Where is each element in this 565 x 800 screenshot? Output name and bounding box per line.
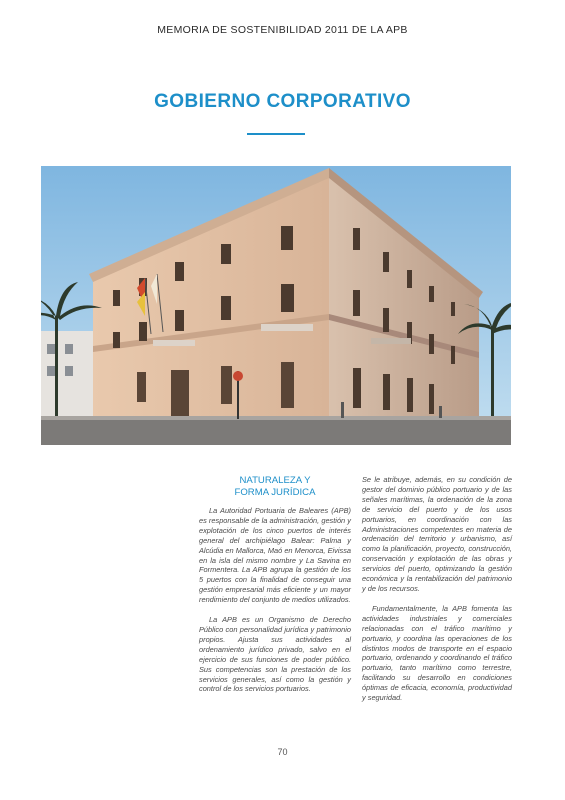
section-heading-line1: NATURALEZA Y bbox=[239, 475, 311, 486]
section-heading-line2: FORMA JURÍDICA bbox=[234, 487, 316, 498]
page-title: GOBIERNO CORPORATIVO bbox=[154, 91, 411, 112]
column-left bbox=[199, 475, 351, 694]
building-photo bbox=[41, 166, 511, 445]
paragraph-1: La Autoridad Portuaria de Baleares (APB) es responsable de la administración, gestión y explotación de los cinco puertos de interés general del archipiélago Balear: Palma y Alcúdia en Mallorca, Maó en Menorca, Eivissa en la isla del mismo nombre y La Savina en Formentera. La APB agrupa la gestión de los 5 puertos con la finalidad de conseguir una gestión empresarial más eficiente y un mayor rendimiento del conjunto de medios utilizados. bbox=[199, 506, 351, 605]
paragraph-2: La APB es un Organismo de Derecho Público con personalidad jurídica y patrimonio propios. Ajusta sus actividades al ordenamiento jurídico privado, salvo en el ejercicio de sus funciones de poder público. Sus competencias son la prestación de los servicios generales, así como la gestión y control de los servicios portuarios. bbox=[199, 615, 351, 694]
column-right bbox=[362, 475, 512, 703]
page-number: 70 bbox=[277, 747, 288, 757]
title-underline bbox=[247, 133, 305, 135]
running-header: MEMORIA DE SOSTENIBILIDAD 2011 DE LA APB bbox=[157, 24, 408, 36]
paragraph-4: Fundamentalmente, la APB fomenta las actividades industriales y comerciales relacionadas con el tráfico marítimo y portuario, y coordina las operaciones de los distintos modos de transporte en el espacio portuario, ordenando y coordinando el tráfico portuario, tanto marítimo como terrestre, facilitando su desarrollo en condiciones óptimas de eficacia, economía, productividad y seguridad. bbox=[362, 603, 512, 703]
section-heading bbox=[199, 475, 351, 499]
paragraph-3: Se le atribuye, además, en su condición de gestor del dominio público portuario y de las señales marítimas, la ordenación de la zona de servicio del puerto y de los usos portuarios, en coordinación con las Administraciones competentes en materia de ordenación del territorio y urbanismo, así como la planificación, proyecto, construcción, conservación y explotación de las obras y servicios del puerto, optimizando la gestión económica y la rentabilización del patrimonio y de los recursos. bbox=[362, 475, 512, 593]
